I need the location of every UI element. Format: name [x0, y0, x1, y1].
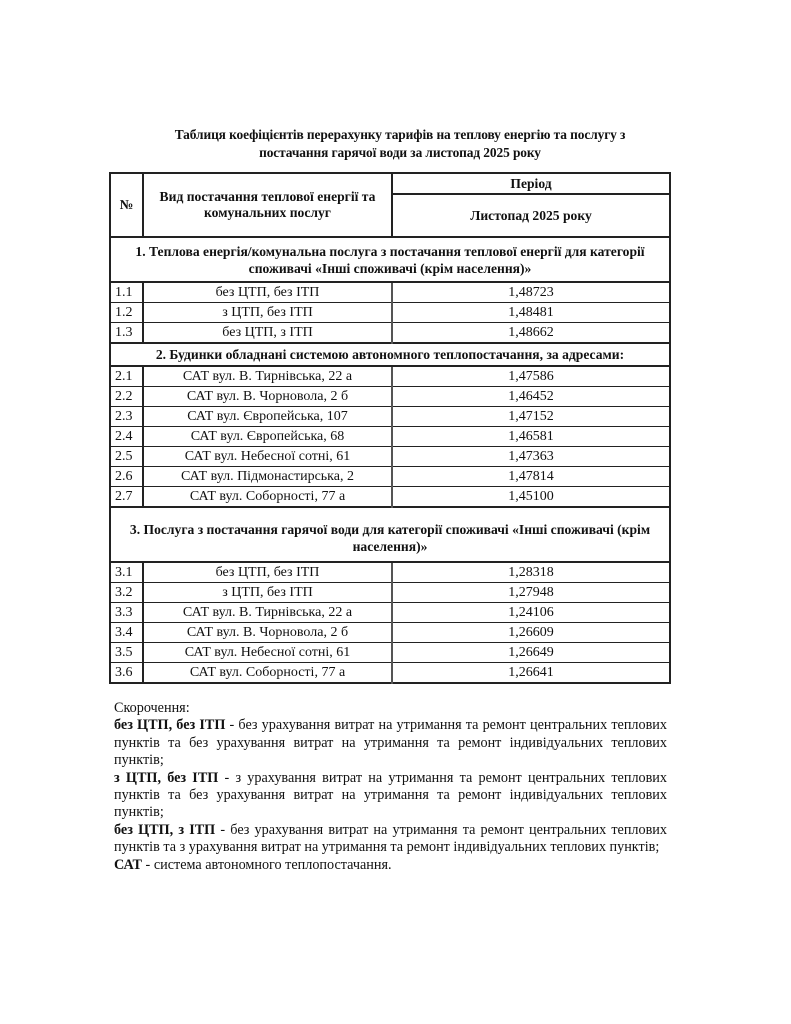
row-type: САТ вул. В. Тирнівська, 22 а: [143, 366, 392, 387]
row-type: з ЦТП, без ІТП: [143, 303, 392, 323]
section-header-row: [110, 237, 670, 282]
table-row: [110, 603, 670, 623]
table-row: [110, 562, 670, 583]
row-type: з ЦТП, без ІТП: [143, 583, 392, 603]
section-header-row: [110, 343, 670, 366]
row-value: 1,48662: [392, 323, 670, 344]
row-value: 1,48723: [392, 282, 670, 303]
note-term: САТ: [114, 856, 142, 873]
row-number: 2.1: [110, 366, 143, 387]
row-number: 3.6: [110, 663, 143, 684]
column-header-period: Період: [392, 173, 670, 194]
page-title: [100, 126, 700, 162]
table-row: [110, 303, 670, 323]
row-value: 1,24106: [392, 603, 670, 623]
section-header-row: [110, 507, 670, 562]
row-value: 1,47363: [392, 447, 670, 467]
table-row: [110, 282, 670, 303]
table-row: [110, 487, 670, 508]
note-item: [114, 717, 667, 769]
table-row: [110, 623, 670, 643]
row-value: 1,26609: [392, 623, 670, 643]
row-number: 2.5: [110, 447, 143, 467]
table-row: [110, 583, 670, 603]
row-value: 1,47586: [392, 366, 670, 387]
row-number: 3.1: [110, 562, 143, 583]
row-type: САТ вул. Соборності, 77 а: [143, 663, 392, 684]
section-title: 1. Теплова енергія/комунальна послуга з постачання теплової енергії для категорії споживачі «Інші споживачі (крім населення)»: [110, 237, 670, 282]
table-row: [110, 467, 670, 487]
row-number: 1.3: [110, 323, 143, 344]
note-item: [114, 770, 667, 822]
note-term: без ЦТП, без ІТП: [114, 717, 226, 734]
row-type: САТ вул. Небесної сотні, 61: [143, 643, 392, 663]
table-row: [110, 407, 670, 427]
row-number: 3.2: [110, 583, 143, 603]
page-title-line-2: постачання гарячої води за листопад 2025 року: [259, 145, 541, 160]
row-type: САТ вул. Підмонастирська, 2: [143, 467, 392, 487]
row-number: 1.1: [110, 282, 143, 303]
column-header-month: Листопад 2025 року: [392, 194, 670, 237]
row-number: 2.2: [110, 387, 143, 407]
row-value: 1,26649: [392, 643, 670, 663]
table-row: [110, 663, 670, 684]
row-value: 1,27948: [392, 583, 670, 603]
column-header-type: Вид постачання теплової енергії та комунальних послуг: [143, 173, 392, 237]
page-title-line-1: Таблиця коефіцієнтів перерахунку тарифів на теплову енергію та послугу з: [174, 127, 626, 142]
row-type: САТ вул. В. Чорновола, 2 б: [143, 623, 392, 643]
note-definition: - з урахування витрат на утримання та ремонт центральних теплових пунктів та без урахування витрат на утримання та ремонт індивідуальних теплових пунктів;: [114, 769, 667, 821]
table-row: [110, 323, 670, 344]
row-number: 3.3: [110, 603, 143, 623]
note-definition: - система автономного теплопостачання.: [142, 856, 392, 873]
note-definition: - без урахування витрат на утримання та ремонт центральних теплових пунктів та з урахування витрат на утримання та ремонт індивідуальних теплових пунктів;: [114, 821, 667, 856]
coefficients-table: [109, 172, 671, 684]
row-value: 1,46452: [392, 387, 670, 407]
notes-heading: Скорочення:: [114, 700, 190, 716]
row-type: САТ вул. Небесної сотні, 61: [143, 447, 392, 467]
row-value: 1,46581: [392, 427, 670, 447]
row-value: 1,28318: [392, 562, 670, 583]
row-type: без ЦТП, без ІТП: [143, 282, 392, 303]
row-number: 2.4: [110, 427, 143, 447]
row-value: 1,48481: [392, 303, 670, 323]
row-value: 1,47152: [392, 407, 670, 427]
row-type: САТ вул. Європейська, 68: [143, 427, 392, 447]
note-item: [114, 857, 667, 874]
row-number: 2.7: [110, 487, 143, 508]
note-definition: - без урахування витрат на утримання та ремонт центральних теплових пунктів та без урахування витрат на утримання та ремонт індивідуальних теплових пунктів;: [114, 717, 667, 769]
note-term: з ЦТП, без ІТП: [114, 769, 219, 786]
table-row: [110, 366, 670, 387]
row-type: САТ вул. Соборності, 77 а: [143, 487, 392, 508]
row-number: 3.4: [110, 623, 143, 643]
row-number: 2.6: [110, 467, 143, 487]
row-type: САТ вул. В. Чорновола, 2 б: [143, 387, 392, 407]
section-title: 2. Будинки обладнані системою автономного теплопостачання, за адресами:: [110, 343, 670, 366]
table-row: [110, 643, 670, 663]
row-number: 3.5: [110, 643, 143, 663]
row-type: САТ вул. Європейська, 107: [143, 407, 392, 427]
row-type: без ЦТП, без ІТП: [143, 562, 392, 583]
section-title: 3. Послуга з постачання гарячої води для категорії споживачі «Інші споживачі (крім населення)»: [110, 507, 670, 562]
row-number: 2.3: [110, 407, 143, 427]
row-value: 1,26641: [392, 663, 670, 684]
column-header-number: №: [110, 173, 143, 237]
row-type: без ЦТП, з ІТП: [143, 323, 392, 344]
row-number: 1.2: [110, 303, 143, 323]
table-row: [110, 447, 670, 467]
row-value: 1,47814: [392, 467, 670, 487]
note-item: [114, 822, 667, 857]
table-row: [110, 427, 670, 447]
table-header-row: [110, 173, 670, 194]
table-row: [110, 387, 670, 407]
row-type: САТ вул. В. Тирнівська, 22 а: [143, 603, 392, 623]
abbreviations-notes: [114, 700, 667, 874]
note-term: без ЦТП, з ІТП: [114, 821, 216, 838]
row-value: 1,45100: [392, 487, 670, 508]
